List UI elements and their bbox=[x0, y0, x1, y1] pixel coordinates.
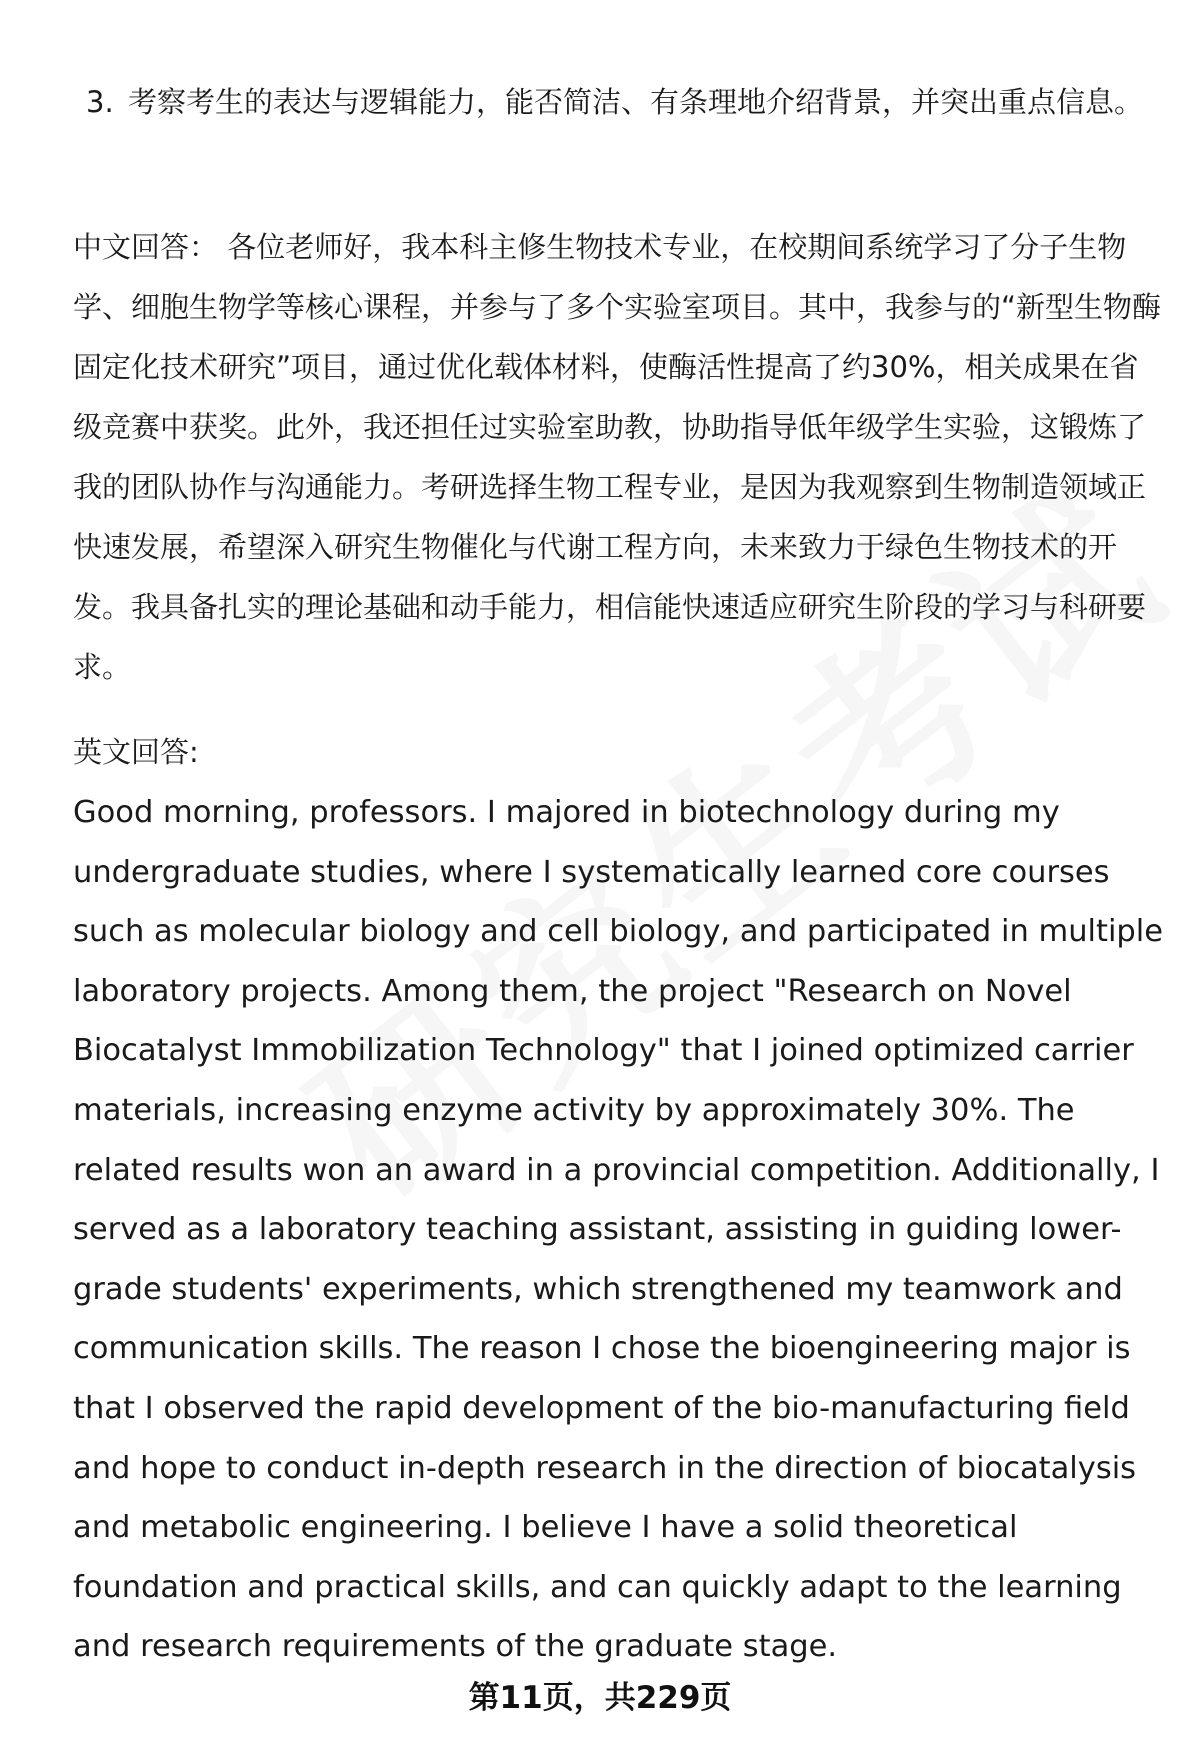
page-number-footer: 第11页，共229页 bbox=[468, 1680, 732, 1716]
chinese-answer-label: 中文回答： bbox=[73, 230, 219, 264]
list-item-number: 3. bbox=[86, 85, 114, 119]
chinese-answer-text: 各位老师好，我本科主修生物技术专业，在校期间系统学习了分子生物学、细胞生物学等核心课程，并参与了多个实验室项目。其中，我参与的“新型生物酶固定化技术研究”项目，通过优化载体材料，使酶活性提高了约30%，相关成果在省级竞赛中获奖。此外，我还担任过实验室助教，协助指导低年级学生实验，这锻炼了我的团队协作与沟通能力。考研选择生物工程专业，是因为我观察到生物制造领域正快速发展，希望深入研究生物催化与代谢工程方向，未来致力于绿色生物技术的开发。我具备扎实的理论基础和动手能力，相信能快速适应研究生阶段的学习与科研要求。 bbox=[73, 230, 1162, 684]
english-answer-label: 英文回答: bbox=[73, 735, 199, 769]
english-answer-paragraph: Good morning, professors. I majored in biotechnology during my undergraduate studies, where I systematically learned core courses such as molecular biology and cell biology, and participated in multiple laboratory projects. Among them, the project "Research on Novel Biocatalyst Immobilization Technology" that I joined optimized carrier materials, increasing enzyme activity by approximately 30%. The related results won an award in a provincial competition. Additionally, I served as a laboratory teaching assistant, assisting in guiding lower-grade students' experiments, which strengthened my teamwork and communication skills. The reason I chose the bioengineering major is that I observed the rapid development of the bio-manufacturing field and hope to conduct in-depth research in the direction of biocatalysis and metabolic engineering. I believe I have a solid theoretical foundation and practical skills, and can quickly adapt to the learning and research requirements of the graduate stage. bbox=[73, 795, 1164, 1665]
list-item-text: 考察考生的表达与逻辑能力，能否简洁、有条理地介绍背景，并突出重点信息。 bbox=[128, 85, 1144, 119]
list-item-3 bbox=[86, 72, 1146, 132]
chinese-answer-paragraph bbox=[73, 217, 1163, 697]
